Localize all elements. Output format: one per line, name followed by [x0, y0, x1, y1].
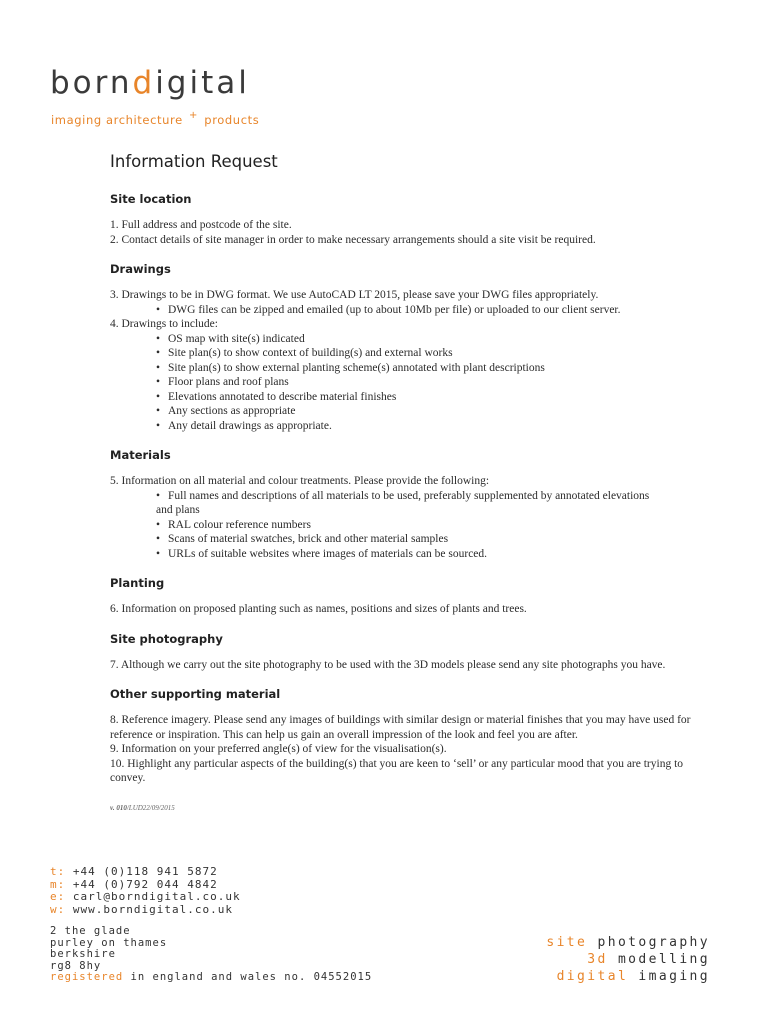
bullet-text: Site plan(s) to show external planting scheme(s) annotated with plant descriptions [168, 361, 545, 374]
address-line: rg8 8hy [50, 959, 102, 972]
numbered-item: 2. Contact details of site manager in order to make necessary arrangements should a site visit be required. [110, 233, 596, 246]
sections [110, 192, 700, 786]
address-line: berkshire [50, 948, 116, 960]
bullet-item [156, 547, 700, 562]
version-number: v. 010 [110, 803, 127, 812]
bullet-text: Floor plans and roof plans [168, 376, 289, 388]
bullet-item [156, 532, 700, 547]
bullet-text: DWG files can be zipped and emailed (up to about 10Mb per file) or uploaded to our client server. [168, 303, 621, 316]
section-heading: Site location [110, 192, 192, 206]
numbered-item: 4. Drawings to include: [110, 318, 218, 330]
document-body [110, 150, 700, 815]
section-heading: Site photography [110, 631, 223, 646]
bullet-text: Any sections as appropriate [168, 405, 296, 417]
contact-block [50, 866, 241, 916]
bullet-text: Full names and descriptions of all materials to be used, preferably supplemented by annotated elevations [168, 489, 650, 502]
address-line: purley on thames [50, 936, 168, 949]
company-logo [50, 65, 250, 101]
section-heading: Drawings [110, 262, 171, 276]
bullet-icon: • [156, 376, 161, 388]
numbered-item: 10. Highlight any particular aspects of the building(s) that you are keen to ‘sell’ or any particular mood that you are trying to convey. [110, 757, 684, 784]
section [110, 687, 700, 786]
continued-text: and plans [156, 504, 200, 516]
contact-label: m: [50, 877, 66, 891]
section-heading: Materials [110, 448, 171, 462]
contact-value: +44 (0)118 941 5872 [72, 865, 218, 878]
contact-label: w: [50, 902, 66, 916]
page-title: Information Request [110, 152, 278, 171]
section-heading: Other supporting material [110, 687, 281, 701]
service-highlight: site [546, 935, 588, 950]
bullet-item [156, 375, 700, 390]
bullet-item [156, 346, 700, 361]
service-line [546, 968, 710, 985]
tagline [51, 110, 260, 127]
services-block [546, 934, 710, 985]
service-word: imaging [638, 969, 710, 984]
section [110, 262, 700, 433]
version-note [110, 801, 700, 816]
bullet-text: OS map with site(s) indicated [168, 332, 305, 345]
section [110, 448, 700, 561]
bullet-item [156, 303, 700, 318]
numbered-item: 8. Reference imagery. Please send any images of buildings with similar design or material finishes that you may have used for reference or inspiration. This can help us gain an overall impression of the look and feel you are after. [110, 714, 691, 741]
contact-row [50, 904, 241, 917]
registration-line [50, 972, 372, 984]
numbered-item: 6. Information on proposed planting such as names, positions and sizes of plants and trees. [110, 603, 527, 615]
tagline-right: products [204, 113, 260, 127]
bullet-text: Scans of material swatches, brick and other material samples [168, 533, 449, 545]
numbered-item: 5. Information on all material and colour treatments. Please provide the following: [110, 475, 490, 487]
logo-text-igital: igital [155, 65, 250, 101]
bullet-text: URLs of suitable websites where images of materials can be sourced. [168, 547, 488, 560]
numbered-item: 3. Drawings to be in DWG format. We use AutoCAD LT 2015, please save your DWG files appropriately. [110, 289, 599, 301]
bullet-icon: • [156, 361, 161, 374]
contact-label: e: [50, 890, 66, 903]
service-word: modelling [617, 952, 710, 967]
bullet-icon: • [156, 390, 161, 403]
bullet-icon: • [156, 489, 161, 502]
bullet-icon: • [156, 347, 161, 359]
registered-text: in england and wales no. 04552015 [130, 971, 373, 983]
bullet-icon: • [156, 303, 161, 316]
service-line [546, 951, 710, 968]
bullet-icon: • [156, 419, 161, 432]
bullet-item [156, 419, 700, 434]
bullet-icon: • [156, 332, 161, 345]
service-highlight: 3d [587, 952, 608, 967]
contact-value: +44 (0)792 044 4842 [72, 877, 218, 891]
contact-value: carl@borndigital.co.uk [72, 890, 241, 903]
contact-value: www.borndigital.co.uk [72, 902, 233, 916]
contact-label: t: [50, 865, 66, 878]
bullet-icon: • [156, 405, 161, 417]
logo-text-born: born [50, 65, 133, 101]
bullet-item [156, 361, 700, 376]
numbered-item: 1. Full address and postcode of the site. [110, 219, 292, 231]
tagline-left: imaging architecture [51, 113, 183, 127]
bullet-item [156, 390, 700, 405]
bullet-item [156, 489, 700, 504]
bullet-icon: • [156, 547, 161, 560]
bullet-text: Any detail drawings as appropriate. [168, 419, 332, 432]
section [110, 576, 700, 617]
section [110, 192, 700, 247]
registered-label: registered [50, 971, 124, 983]
numbered-item: 7. Although we carry out the site photography to be used with the 3D models please send any site photographs you have. [110, 658, 666, 671]
section [110, 632, 700, 673]
logo-text-d: d [132, 65, 156, 101]
address-block [50, 926, 372, 984]
section-heading: Planting [110, 576, 165, 590]
service-line [546, 934, 710, 951]
version-date: /LUD22/09/2015 [126, 803, 175, 812]
address-line: 2 the glade [50, 925, 131, 937]
numbered-item: 9. Information on your preferred angle(s) of view for the visualisation(s). [110, 743, 447, 755]
bullet-text: RAL colour reference numbers [168, 518, 311, 531]
service-word: photography [597, 935, 710, 950]
tagline-plus: + [189, 110, 199, 121]
bullet-item [156, 332, 700, 347]
bullet-text: Site plan(s) to show context of building(s) and external works [168, 347, 453, 359]
bullet-text: Elevations annotated to describe material finishes [168, 390, 397, 403]
service-highlight: digital [556, 969, 629, 984]
bullet-icon: • [156, 533, 161, 545]
bullet-icon: • [156, 518, 161, 531]
bullet-item [156, 518, 700, 533]
bullet-item [156, 404, 700, 419]
